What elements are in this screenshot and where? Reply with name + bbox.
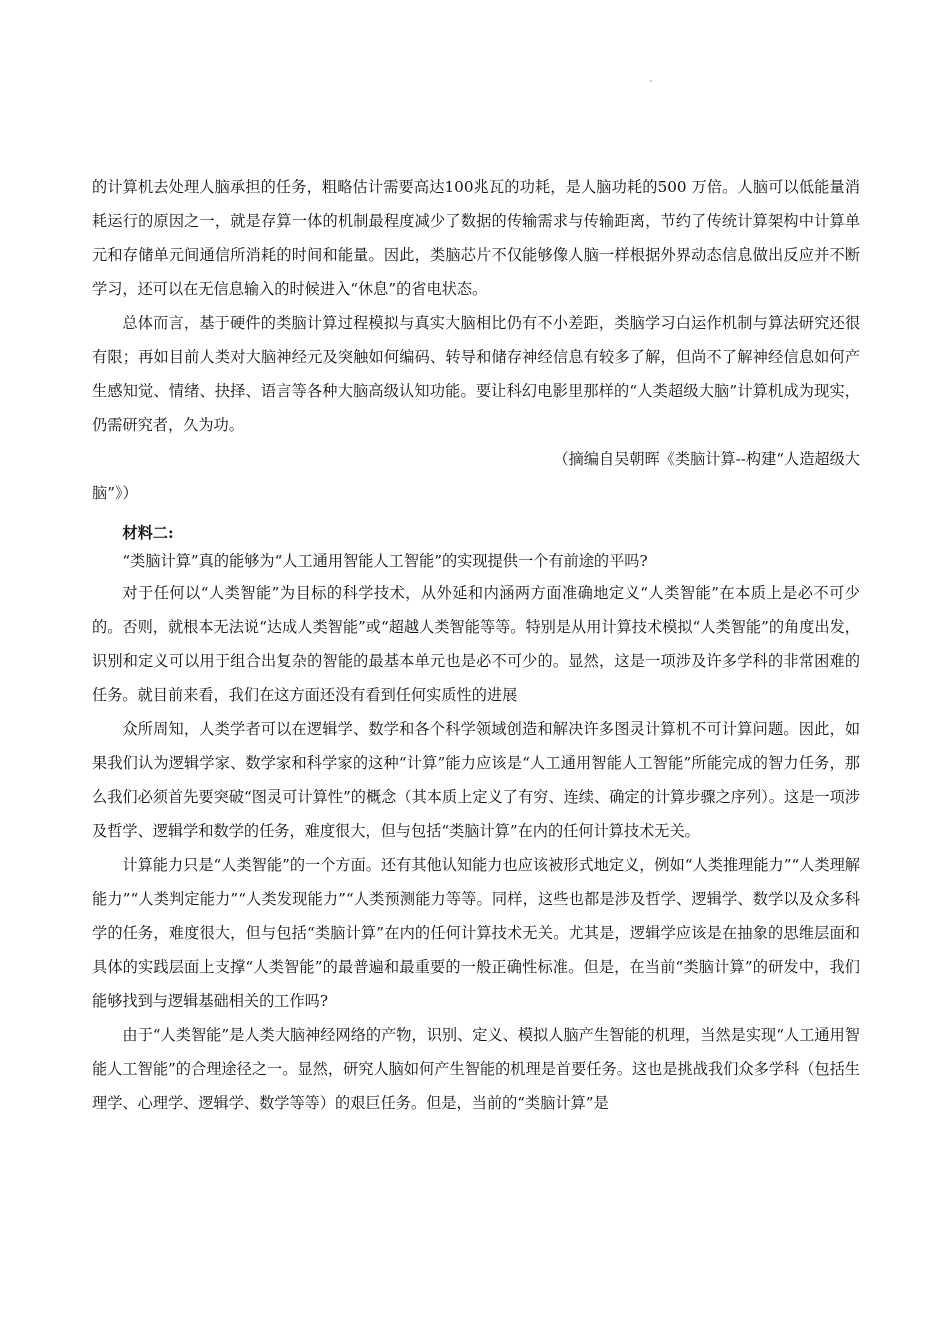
paragraph-cognitive-abilities: 计算能力只是“人类智能”的一个方面。还有其他认知能力也应该被形式地定义，例如“人类推理能力”“人类理解能力”“人类判定能力”“人类发现能力”“人类预测能力等等。同样，这些也都是涉及哲学、逻辑学、数学以及众多科学的任务，难度很大，但与包括“类脑计算”在内的任何计算技术无关。尤其是，逻辑学应该是在抽象的思维层面和具体的实践层面上支撑“人类智能”的最普遍和最重要的一般正确性标准。但是，在当前“类脑计算”的研发中，我们能够找到与逻辑基础相关的工作吗?: [92, 856, 860, 1010]
document-page: [92, 170, 860, 1120]
paragraph-brain-mechanism: 由于“人类智能”是人类大脑神经网络的产物，识别、定义、模拟人脑产生智能的机理，当然是实现“人工通用智能人工智能”的合理途径之一。显然，研究人脑如何产生智能的机理是首要任务。这也是挑战我们众多学科（包括生理学、心理学、逻辑学、数学等等）的艰巨任务。但是，当前的“类脑计算”是: [92, 1026, 860, 1112]
question-line: “类脑计算”真的能够为“人工通用智能人工智能”的实现提供一个有前途的平吗?: [122, 552, 648, 570]
paragraph-summary: 总体而言，基于硬件的类脑计算过程模拟与真实大脑相比仍有不小差距，类脑学习白运作机制与算法研究还很有限；再如目前人类对大脑神经元及突触如何编码、转导和储存神经信息有较多了解，但尚不了解神经信息如何产生感知觉、情绪、抉择、语言等各种大脑高级认知功能。要让科幻电影里那样的“人类超级大脑”计算机成为现实，仍需研究者，久为功。: [92, 314, 860, 434]
source-citation: （摘编自吴朝晖《类脑计算--构建“人造超级大: [553, 450, 860, 468]
section-heading-material-two: 材料二:: [122, 524, 174, 542]
paragraph-define-intelligence: 对于任何以“人类智能”为目标的科学技术，从外延和内涵两方面准确地定义“人类智能”在本质上是必不可少的。否则，就根本无法说“达成人类智能”或“超越人类智能等等。特别是从用计算技术模拟“人类智能”的角度出发，识别和定义可以用于组合出复杂的智能的最基本单元也是必不可少的。显然，这是一项涉及许多学科的非常困难的任务。就目前来看，我们在这方面还没有看到任何实质性的进展: [92, 584, 860, 704]
source-citation-continued: 脑”》）: [92, 484, 138, 502]
scan-speck: [650, 80, 652, 82]
paragraph-turing-computability: 众所周知，人类学者可以在逻辑学、数学和各个科学领域创造和解决许多图灵计算机不可计算问题。因此，如果我们认为逻辑学家、数学家和科学家的这种“计算”能力应该是“人工通用智能人工智能”所能完成的智力任务，那么我们必须首先要突破“图灵可计算性”的概念（其本质上定义了有穷、连续、确定的计算步骤之序列）。这是一项涉及哲学、逻辑学和数学的任务，难度很大，但与包括“类脑计算”在内的任何计算技术无关。: [92, 720, 860, 840]
paragraph-brain-energy: 的计算机去处理人脑承担的任务，粗略估计需要高达100兆瓦的功耗，是人脑功耗的500 万倍。人脑可以低能量消耗运行的原因之一，就是存算一体的机制最程度减少了数据的传输需求与传输距离，节约了传统计算架构中计算单元和存储单元间通信所消耗的时间和能量。因此，类脑芯片不仅能够像人脑一样根据外界动态信息做出反应并不断学习，还可以在无信息输入的时候进入“休息”的省电状态。: [92, 178, 860, 298]
